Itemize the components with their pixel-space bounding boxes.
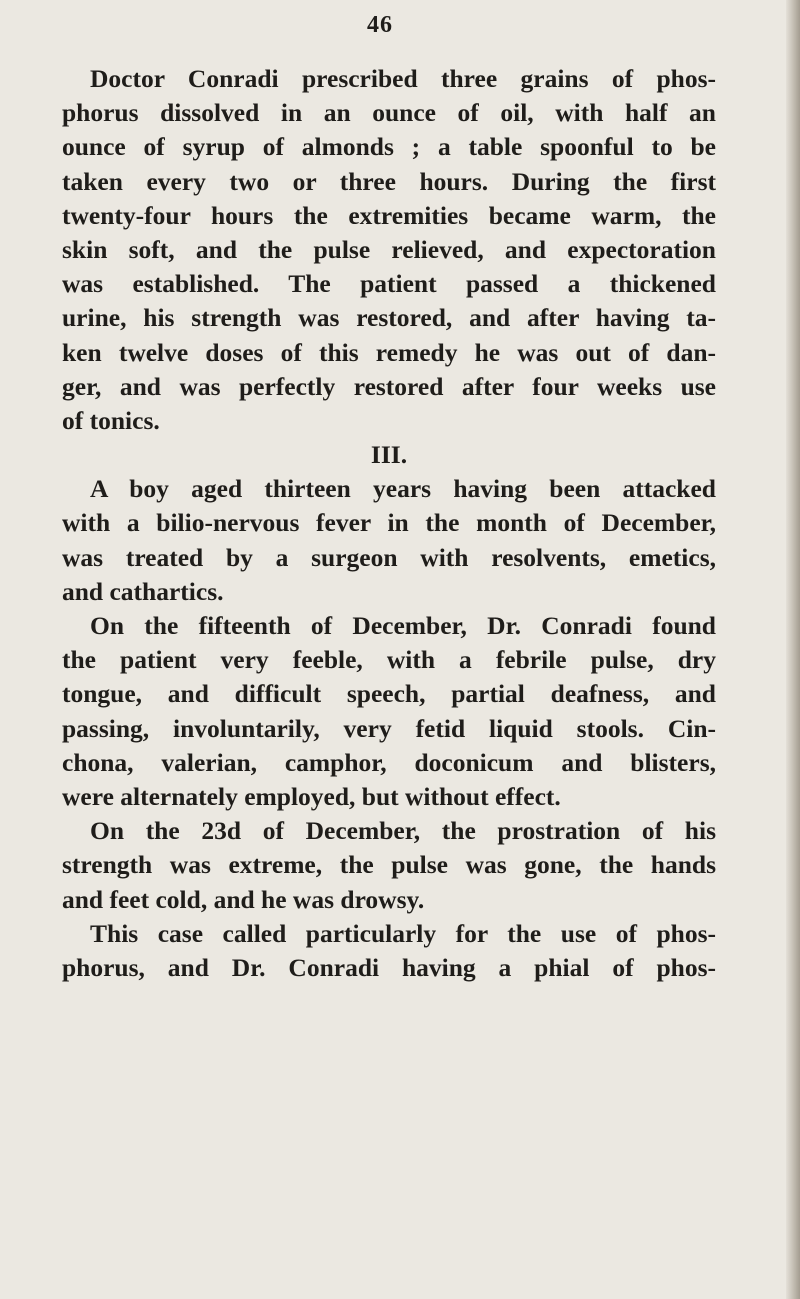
text-line: ounce of syrup of almonds ; a table spoonful to be (62, 132, 716, 162)
text-line: twenty-four hours the extremities became warm, the (62, 200, 716, 230)
text-line: phorus, and Dr. Conradi having a phial of phos- (62, 952, 716, 982)
section-heading: III. (370, 440, 408, 470)
text-line: On the 23d of December, the prostration of his (90, 816, 716, 846)
text-line: Doctor Conradi prescribed three grains of phos- (90, 64, 716, 93)
body-text (62, 62, 716, 985)
text-line: and cathartics. (62, 576, 224, 606)
text-line: were alternately employed, but without effect. (62, 781, 561, 811)
text-line: skin soft, and the pulse relieved, and expectoration (62, 234, 716, 264)
text-line: ger, and was perfectly restored after four weeks use (62, 371, 716, 401)
text-line: taken every two or three hours. During the first (62, 166, 716, 196)
page-number: 46 (367, 12, 393, 38)
text-line: phorus dissolved in an ounce of oil, with half an (62, 98, 716, 128)
text-line: This case called particularly for the use of phos- (90, 918, 716, 948)
text-line: chona, valerian, camphor, doconicum and blisters, (62, 747, 716, 777)
text-line: was treated by a surgeon with resolvents, emetics, (62, 542, 716, 572)
text-line: urine, his strength was restored, and after having ta- (62, 303, 716, 333)
text-line: of tonics. (62, 405, 160, 435)
text-line: was established. The patient passed a thickened (62, 269, 716, 299)
text-line: tongue, and difficult speech, partial deafness, and (62, 679, 716, 709)
text-line: ken twelve doses of this remedy he was out of dan- (62, 337, 716, 367)
text-line: the patient very feeble, with a febrile pulse, dry (62, 645, 716, 675)
text-line: On the fifteenth of December, Dr. Conradi found (90, 611, 716, 640)
text-line: strength was extreme, the pulse was gone, the hands (62, 850, 716, 880)
text-line: A boy aged thirteen years having been attacked (90, 474, 716, 504)
text-line: and feet cold, and he was drowsy. (62, 884, 425, 914)
text-line: with a bilio-nervous fever in the month of December, (62, 508, 716, 538)
page-edge-shadow (786, 0, 800, 1299)
text-line: passing, involuntarily, very fetid liquid stools. Cin- (62, 713, 716, 743)
